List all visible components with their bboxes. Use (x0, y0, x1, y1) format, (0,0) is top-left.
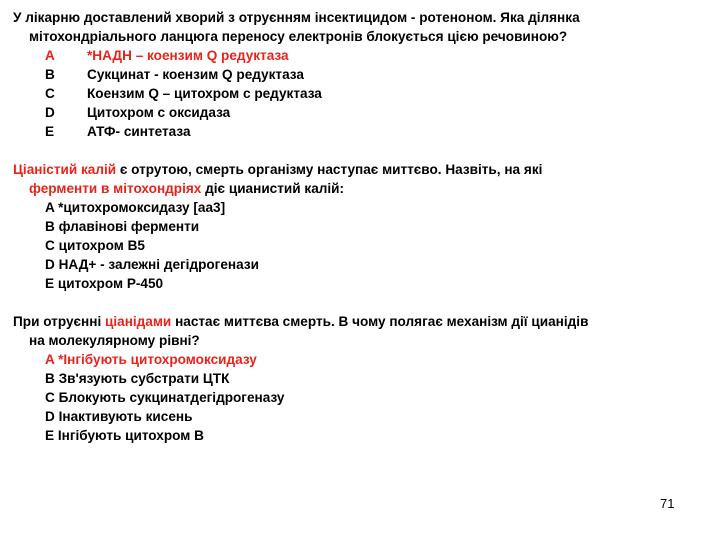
q2-option-d: D НАД+ - залежні дегідрогенази (45, 257, 259, 272)
q2-stem-highlight-2: ферменти в мітохондріях (29, 181, 202, 196)
q2-stem-text-1: є отрутою, смерть організму наступає миттєво. Назвіть, на які (116, 162, 543, 177)
q1-option-d (13, 103, 713, 122)
question-3 (13, 312, 713, 445)
q1-option-a-letter: A (45, 48, 55, 63)
q1-option-e (13, 122, 713, 141)
q1-option-e-text: АТФ- синтетаза (87, 124, 191, 139)
question-2-stem (13, 160, 713, 198)
q2-option-c: C цитохром В5 (45, 238, 145, 253)
q2-stem-highlight-1: Ціаністий калій (13, 162, 117, 177)
q1-option-c-text: Коензим Q – цитохром с редуктаза (87, 86, 322, 101)
q1-option-e-letter: E (45, 124, 55, 139)
q3-option-e: E Інгібують цитохром В (45, 428, 204, 443)
q3-stem-text-1: При отруєнні (13, 314, 105, 329)
page-number: 71 (660, 496, 675, 511)
question-2 (13, 160, 713, 293)
question-1-stem (13, 8, 713, 46)
q2-option-b: B флавінові ферменти (45, 219, 200, 234)
q3-stem-line-2: на молекулярному рівні? (29, 333, 200, 348)
question-3-stem (13, 312, 713, 350)
q1-option-c-letter: C (45, 86, 55, 101)
q1-option-a-text: *НАДН – коензим Q редуктаза (87, 48, 289, 63)
q1-option-b (13, 65, 713, 84)
q3-option-d: D Інактивують кисень (45, 409, 193, 424)
q3-option-c: C Блокують сукцинатдегідрогеназу (45, 390, 285, 405)
question-1 (13, 8, 713, 141)
q1-option-c (13, 84, 713, 103)
q2-option-e: E цитохром Р-450 (45, 276, 164, 291)
q3-option-b: B Зв'язують субстрати ЦТК (45, 371, 230, 386)
q2-option-a: A *цитохромоксидазу [аа3] (45, 200, 226, 215)
q3-stem-highlight: ціанідами (105, 314, 172, 329)
q1-option-b-text: Сукцинат - коензим Q редуктаза (87, 67, 304, 82)
q3-option-a: A *Інгібують цитохромоксидазу (45, 352, 257, 367)
q1-option-d-text: Цитохром с оксидаза (87, 105, 231, 120)
q3-stem-text-2: настає миттєва смерть. В чому полягає механізм дії цианідів (171, 314, 589, 329)
question-1-stem-line-2: мітохондріального ланцюга переносу електронів блокується цією речовиною? (29, 29, 568, 44)
q1-option-a (13, 46, 713, 65)
q2-stem-line-2 (13, 179, 713, 198)
q1-option-b-letter: B (45, 67, 55, 82)
q1-option-d-letter: D (45, 105, 55, 120)
question-1-stem-line-1: У лікарню доставлений хворий з отруєнням інсектицидом - ротеноном. Яка ділянка (13, 10, 580, 25)
q2-stem-text-2: діє цианистий калій: (201, 181, 345, 196)
